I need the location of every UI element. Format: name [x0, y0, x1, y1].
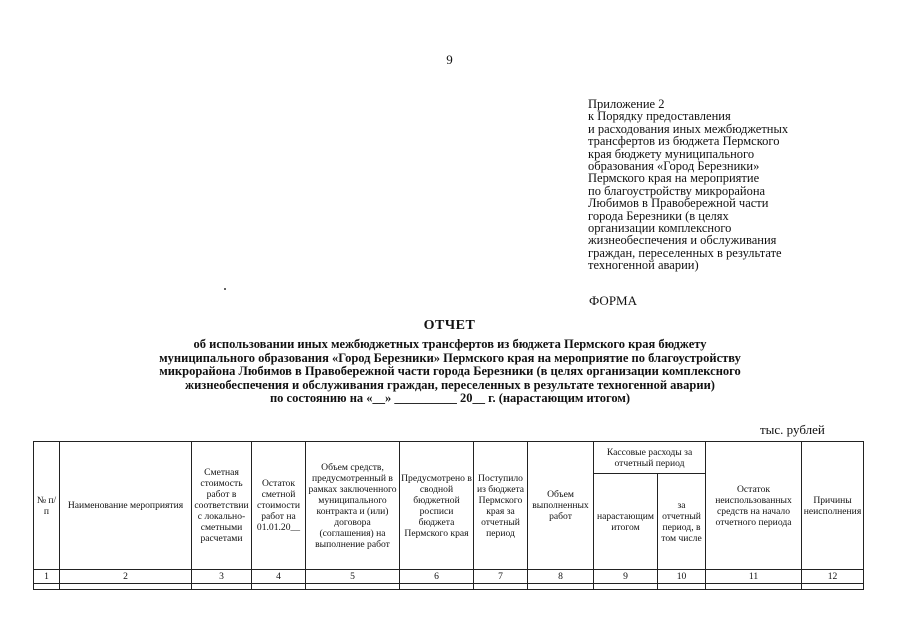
appendix-line: города Березники (в целях: [588, 208, 729, 223]
appendix-line: техногенной аварии): [588, 258, 699, 273]
header-estimate: Сметная стоимость работ в соответствии с локально-сметными расчетами: [192, 442, 252, 570]
report-title: ОТЧЕТ: [423, 318, 476, 333]
column-number: 4: [252, 570, 306, 584]
appendix-line: Пермского края на мероприятие: [588, 171, 760, 186]
empty-cell: [400, 584, 474, 590]
appendix-line: организации комплексного: [588, 221, 732, 236]
form-label: ФОРМА: [589, 293, 637, 308]
header-work-volume: Объем выполненных работ: [528, 442, 594, 570]
appendix-line: жизнеобеспечения и обслуживания: [588, 233, 777, 248]
header-period: за отчетный период, в том числе: [658, 474, 706, 570]
subtitle-line: микрорайона Любимов в Правобережной части города Березники (в целях организации комплексного: [159, 364, 741, 379]
header-remaining-estimate: Остаток сметной стоимости работ на 01.01.20__: [252, 442, 306, 570]
header-unused-balance: Остаток неиспользованных средств на начало отчетного периода: [706, 442, 802, 570]
appendix-line: граждан, переселенных в результате: [588, 245, 782, 260]
appendix-line: края бюджету муниципального: [588, 146, 755, 161]
appendix-line: по благоустройству микрорайона: [588, 183, 766, 198]
header-budget-planned: Предусмотрено в сводной бюджетной росписи бюджета Пермского края: [400, 442, 474, 570]
report-subtitle: [60, 338, 840, 406]
column-number: 5: [306, 570, 400, 584]
header-cumulative: нарастающим итогом: [594, 474, 658, 570]
column-number: 1: [34, 570, 60, 584]
subtitle-line: муниципального образования «Город Березники» Пермского края на мероприятие по благоустройству: [159, 350, 741, 365]
empty-cell: [60, 584, 192, 590]
appendix-note: [588, 98, 848, 272]
empty-cell: [252, 584, 306, 590]
subtitle-line: жизнеобеспечения и обслуживания граждан, переселенных в результате техногенной аварии): [185, 377, 715, 392]
column-number: 3: [192, 570, 252, 584]
column-number: 9: [594, 570, 658, 584]
header-cash-expenses: Кассовые расходы за отчетный период: [594, 442, 706, 474]
header-received: Поступило из бюджета Пермского края за отчетный период: [474, 442, 528, 570]
appendix-line: образования «Город Березники»: [588, 159, 760, 174]
appendix-line: трансфертов из бюджета Пермского: [588, 134, 780, 149]
appendix-line: к Порядку предоставления: [588, 109, 731, 124]
subtitle-line: об использовании иных межбюджетных трансфертов из бюджета Пермского края бюджету: [193, 337, 707, 351]
column-number-row: [34, 570, 864, 584]
column-number: 8: [528, 570, 594, 584]
header-reasons: Причины неисполнения: [802, 442, 864, 570]
empty-cell: [528, 584, 594, 590]
appendix-line: и расходования иных межбюджетных: [588, 121, 789, 136]
units-label: тыс. рублей: [760, 422, 825, 437]
subtitle-line: по состоянию на «__» __________ 20__ г. (нарастающим итогом): [269, 391, 631, 406]
empty-cell: [306, 584, 400, 590]
appendix-line: Приложение 2: [588, 97, 665, 111]
empty-cell: [34, 584, 60, 590]
empty-cell: [802, 584, 864, 590]
page-number: 9: [446, 52, 453, 67]
empty-cell: [706, 584, 802, 590]
empty-cell: [594, 584, 658, 590]
empty-cell: [192, 584, 252, 590]
column-number: 6: [400, 570, 474, 584]
empty-cell: [474, 584, 528, 590]
empty-row: [34, 584, 864, 590]
header-contract-volume: Объем средств, предусмотренный в рамках заключенного муниципального контракта и (или) договора (соглашения) на выполнение работ: [306, 442, 400, 570]
column-number: 12: [802, 570, 864, 584]
empty-cell: [658, 584, 706, 590]
column-number: 2: [60, 570, 192, 584]
scan-speck: [224, 288, 226, 290]
report-table: [33, 441, 864, 590]
column-number: 10: [658, 570, 706, 584]
column-number: 11: [706, 570, 802, 584]
appendix-line: Любимов в Правобережной части: [588, 196, 769, 211]
header-name: Наименование мероприятия: [60, 442, 192, 570]
column-number: 7: [474, 570, 528, 584]
header-number: № п/п: [34, 442, 60, 570]
